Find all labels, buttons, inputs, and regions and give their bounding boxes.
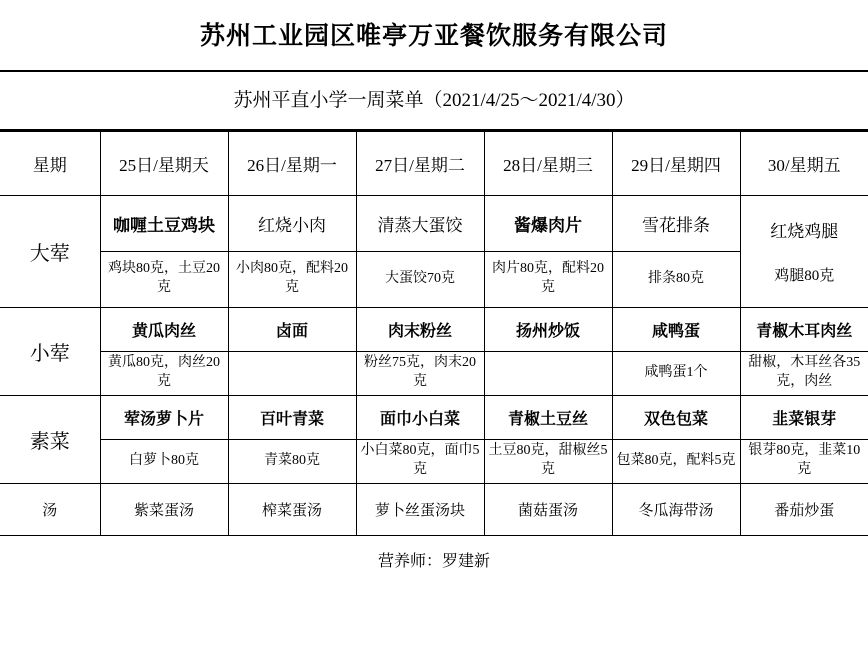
- main-dish-name-2: 红烧小肉: [228, 195, 356, 251]
- small-dish-detail-4: [484, 351, 612, 395]
- nutritionist-footer: 营养师：罗建新: [377, 552, 490, 570]
- header-day-2: 26日/星期一: [228, 131, 356, 195]
- main-dish-detail-1: 鸡块80克，土豆20克: [100, 251, 228, 307]
- small-dish-detail-6: 甜椒，木耳丝各35克，肉丝: [740, 351, 868, 395]
- vegetable-name-2: 百叶青菜: [228, 395, 356, 439]
- small-dish-name-5: 咸鸭蛋: [612, 307, 740, 351]
- vegetable-name-row: [0, 395, 868, 439]
- small-dish-name-1: 黄瓜肉丝: [100, 307, 228, 351]
- soup-name-2: 榨菜蛋汤: [228, 483, 356, 535]
- main-dish-detail-3: 大蛋饺70克: [356, 251, 484, 307]
- header-day-5: 29日/星期四: [612, 131, 740, 195]
- main-dish-name-row: [0, 195, 868, 251]
- small-dish-detail-row: [0, 351, 868, 395]
- header-day-4: 28日/星期三: [484, 131, 612, 195]
- vegetable-detail-5: 包菜80克，配料5克: [612, 439, 740, 483]
- vegetable-name-5: 双色包菜: [612, 395, 740, 439]
- main-dish-name-3: 清蒸大蛋饺: [356, 195, 484, 251]
- main-dish-cell-6: [740, 195, 868, 307]
- vegetable-detail-6: 银芽80克，韭菜10克: [740, 439, 868, 483]
- table-header-row: [0, 131, 868, 195]
- main-dish-name-5: 雪花排条: [612, 195, 740, 251]
- header-corner-label: 星期: [0, 131, 100, 195]
- category-label-main-dish: 大荤: [0, 195, 100, 307]
- vegetable-detail-1: 白萝卜80克: [100, 439, 228, 483]
- soup-name-6: 番茄炒蛋: [740, 483, 868, 535]
- header-day-1: 25日/星期天: [100, 131, 228, 195]
- main-dish-detail-row: [0, 251, 868, 307]
- small-dish-name-4: 扬州炒饭: [484, 307, 612, 351]
- vegetable-detail-3: 小白菜80克，面巾5克: [356, 439, 484, 483]
- small-dish-detail-2: [228, 351, 356, 395]
- vegetable-detail-4: 土豆80克，甜椒丝5克: [484, 439, 612, 483]
- vegetable-detail-2: 青菜80克: [228, 439, 356, 483]
- soup-name-3: 萝卜丝蛋汤块: [356, 483, 484, 535]
- small-dish-name-row: [0, 307, 868, 351]
- vegetable-detail-row: [0, 439, 868, 483]
- weekly-menu-table: [0, 131, 868, 536]
- small-dish-detail-3: 粉丝75克，肉末20克: [356, 351, 484, 395]
- vegetable-name-3: 面巾小白菜: [356, 395, 484, 439]
- main-dish-name-1: 咖喱土豆鸡块: [100, 195, 228, 251]
- main-dish-detail-6: 鸡腿80克: [774, 268, 835, 285]
- main-dish-name-6: 红烧鸡腿: [770, 222, 839, 242]
- vegetable-name-4: 青椒土豆丝: [484, 395, 612, 439]
- soup-name-5: 冬瓜海带汤: [612, 483, 740, 535]
- main-dish-detail-2: 小肉80克，配料20克: [228, 251, 356, 307]
- soup-row: [0, 483, 868, 535]
- small-dish-detail-5: 咸鸭蛋1个: [612, 351, 740, 395]
- small-dish-name-6: 青椒木耳肉丝: [740, 307, 868, 351]
- category-label-small-dish: 小荤: [0, 307, 100, 395]
- category-label-soup: 汤: [0, 483, 100, 535]
- small-dish-name-3: 肉末粉丝: [356, 307, 484, 351]
- company-title: 苏州工业园区唯亭万亚餐饮服务有限公司: [0, 0, 868, 72]
- vegetable-name-6: 韭菜银芽: [740, 395, 868, 439]
- main-dish-detail-5: 排条80克: [612, 251, 740, 307]
- menu-subtitle: 苏州平直小学一周菜单（2021/4/25～2021/4/30）: [0, 72, 868, 131]
- small-dish-name-2: 卤面: [228, 307, 356, 351]
- vegetable-name-1: 荤汤萝卜片: [100, 395, 228, 439]
- soup-name-4: 菌菇蛋汤: [484, 483, 612, 535]
- soup-name-1: 紫菜蛋汤: [100, 483, 228, 535]
- category-label-vegetable: 素菜: [0, 395, 100, 483]
- header-day-6: 30/星期五: [740, 131, 868, 195]
- main-dish-detail-4: 肉片80克，配料20克: [484, 251, 612, 307]
- small-dish-detail-1: 黄瓜80克，肉丝20克: [100, 351, 228, 395]
- main-dish-name-4: 酱爆肉片: [484, 195, 612, 251]
- header-day-3: 27日/星期二: [356, 131, 484, 195]
